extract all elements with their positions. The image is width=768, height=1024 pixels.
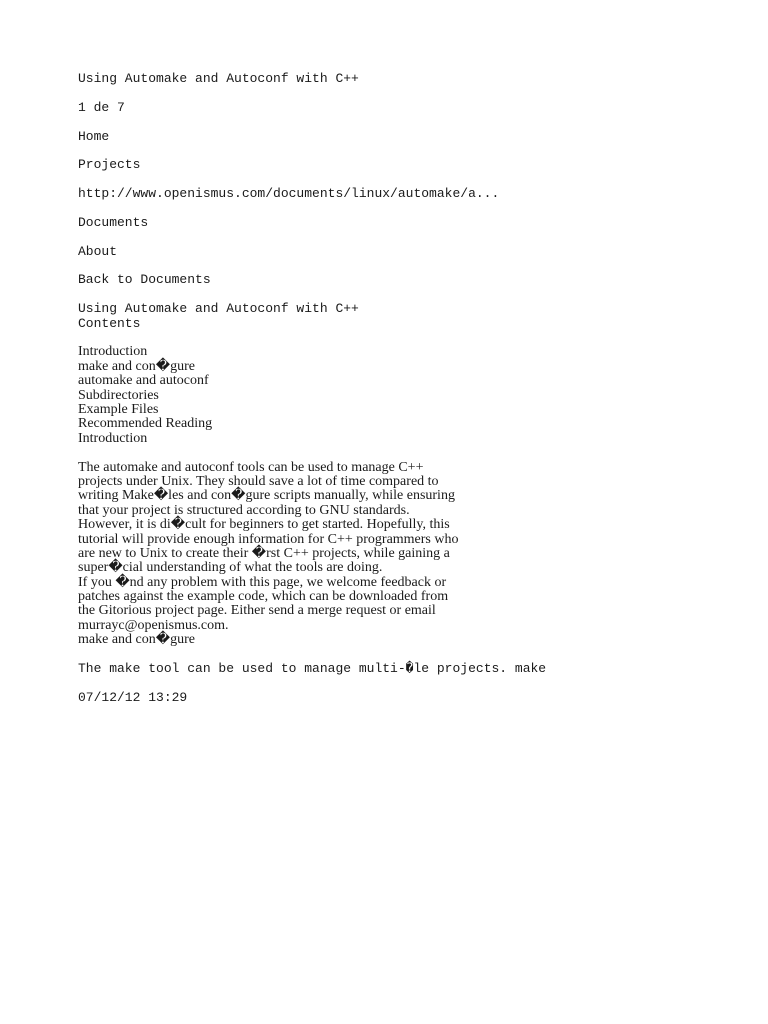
- intro-line: The automake and autoconf tools can be used to manage C++: [78, 459, 424, 475]
- make-configure-heading: make and con�gure: [78, 632, 195, 648]
- page-indicator: 1 de 7: [78, 99, 125, 115]
- intro-line: patches against the example code, which can be downloaded from: [78, 589, 449, 605]
- introduction-heading: Introduction: [78, 430, 148, 446]
- intro-line: that your project is structured according to GNU standards.: [78, 502, 410, 518]
- intro-line: However, it is di�cult for beginners to get started. Hopefully, this: [78, 517, 450, 533]
- toc-item-subdirectories[interactable]: Subdirectories: [78, 387, 159, 403]
- document-page: [78, 72, 738, 705]
- toc-item-automake-autoconf[interactable]: automake and autoconf: [78, 373, 209, 389]
- table-of-contents: [78, 345, 738, 446]
- intro-email-line: murrayc@openismus.com.: [78, 617, 229, 633]
- toc-item-example-files[interactable]: Example Files: [78, 401, 159, 417]
- introduction-paragraph: [78, 461, 738, 648]
- intro-line: projects under Unix. They should save a lot of time compared to: [78, 473, 439, 489]
- back-to-documents-link[interactable]: Back to Documents: [78, 272, 211, 288]
- contents-heading: Contents: [78, 315, 141, 331]
- toc-item-recommended-reading[interactable]: Recommended Reading: [78, 416, 213, 432]
- intro-line: are new to Unix to create their �rst C++ projects, while gaining a: [78, 545, 450, 561]
- nav-projects-link[interactable]: Projects: [78, 157, 141, 173]
- nav-documents-link[interactable]: Documents: [78, 214, 149, 230]
- toc-item-introduction[interactable]: Introduction: [78, 344, 148, 360]
- toc-item-make-configure[interactable]: make and con�gure: [78, 358, 195, 374]
- intro-line: If you �nd any problem with this page, we welcome feedback or: [78, 574, 447, 590]
- intro-line: writing Make�les and con�gure scripts manually, while ensuring: [78, 488, 455, 504]
- intro-line: super�cial understanding of what the tools are doing.: [78, 560, 383, 576]
- nav-home-link[interactable]: Home: [78, 128, 110, 144]
- make-paragraph: The make tool can be used to manage multi-�le projects. make: [78, 661, 547, 677]
- intro-line: the Gitorious project page. Either send a merge request or email: [78, 603, 436, 619]
- article-title: Using Automake and Autoconf with C++: [78, 301, 359, 317]
- page-title: Using Automake and Autoconf with C++: [78, 71, 359, 86]
- source-url[interactable]: http://www.openismus.com/documents/linux/automake/a...: [78, 186, 500, 202]
- intro-line: tutorial will provide enough information for C++ programmers who: [78, 531, 459, 547]
- print-timestamp: 07/12/12 13:29: [78, 689, 188, 705]
- nav-about-link[interactable]: About: [78, 243, 118, 259]
